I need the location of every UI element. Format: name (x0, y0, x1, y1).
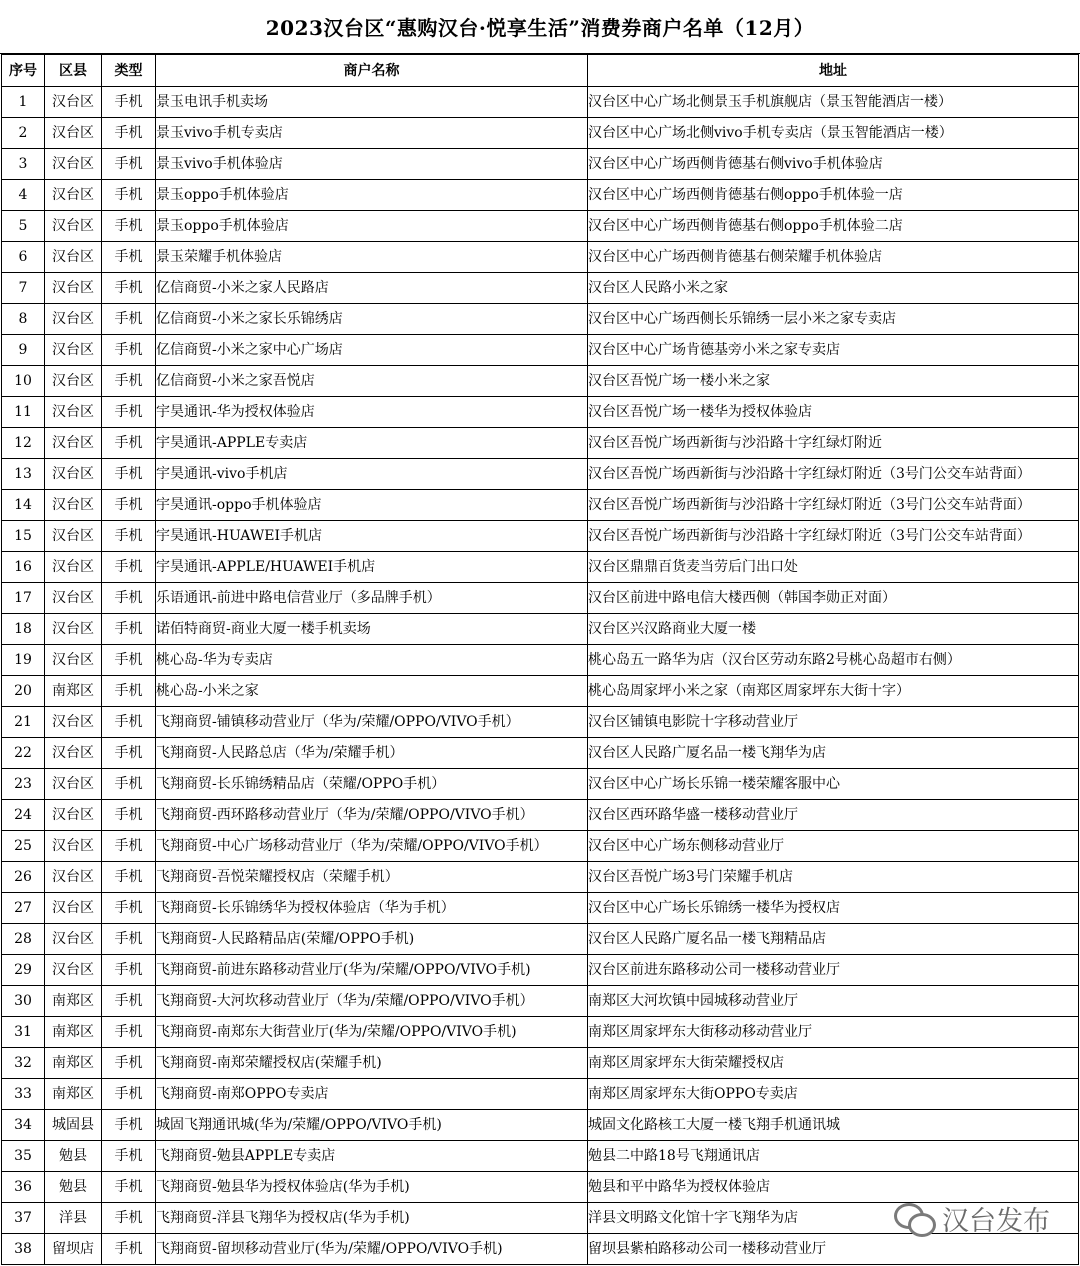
cell-merchant-name: 飞翔商贸-人民路总店（华为/荣耀手机） (156, 738, 588, 769)
cell-merchant-name: 飞翔商贸-长乐锦绣华为授权体验店（华为手机） (156, 893, 588, 924)
cell-no: 26 (2, 862, 45, 893)
table-row (2, 769, 1079, 800)
cell-district: 汉台区 (45, 521, 102, 552)
cell-no: 33 (2, 1079, 45, 1110)
cell-type: 手机 (102, 893, 156, 924)
cell-merchant-name: 飞翔商贸-留坝移动营业厅(华为/荣耀/OPPO/VIVO手机) (156, 1234, 588, 1265)
cell-address: 留坝县紫柏路移动公司一楼移动营业厅 (588, 1234, 1079, 1265)
cell-address: 汉台区前进中路电信大楼西侧（韩国李勋正对面） (588, 583, 1079, 614)
cell-merchant-name: 乐语通讯-前进中路电信营业厅（多品牌手机） (156, 583, 588, 614)
table-row (2, 180, 1079, 211)
cell-merchant-name: 景玉荣耀手机体验店 (156, 242, 588, 273)
cell-merchant-name: 宇昊通讯-HUAWEI手机店 (156, 521, 588, 552)
cell-district: 汉台区 (45, 924, 102, 955)
cell-address: 南郑区周家坪东大街荣耀授权店 (588, 1048, 1079, 1079)
cell-type: 手机 (102, 521, 156, 552)
cell-no: 24 (2, 800, 45, 831)
cell-no: 27 (2, 893, 45, 924)
cell-no: 4 (2, 180, 45, 211)
cell-type: 手机 (102, 118, 156, 149)
cell-type: 手机 (102, 738, 156, 769)
cell-address: 汉台区吾悦广场西新街与沙沿路十字红绿灯附近 (588, 428, 1079, 459)
cell-type: 手机 (102, 211, 156, 242)
table-row (2, 366, 1079, 397)
cell-merchant-name: 飞翔商贸-勉县华为授权体验店(华为手机) (156, 1172, 588, 1203)
cell-no: 17 (2, 583, 45, 614)
table-row (2, 552, 1079, 583)
cell-type: 手机 (102, 645, 156, 676)
cell-district: 南郑区 (45, 1079, 102, 1110)
cell-address: 汉台区中心广场北侧景玉手机旗舰店（景玉智能酒店一楼） (588, 87, 1079, 118)
cell-type: 手机 (102, 428, 156, 459)
cell-type: 手机 (102, 924, 156, 955)
cell-district: 汉台区 (45, 459, 102, 490)
cell-address: 南郑区周家坪东大街移动移动营业厅 (588, 1017, 1079, 1048)
cell-district: 汉台区 (45, 831, 102, 862)
cell-type: 手机 (102, 1079, 156, 1110)
cell-merchant-name: 飞翔商贸-铺镇移动营业厅（华为/荣耀/OPPO/VIVO手机） (156, 707, 588, 738)
table-header-row (2, 55, 1079, 87)
table-row (2, 955, 1079, 986)
cell-no: 32 (2, 1048, 45, 1079)
table-row (2, 924, 1079, 955)
cell-address: 汉台区前进东路移动公司一楼移动营业厅 (588, 955, 1079, 986)
cell-merchant-name: 景玉电讯手机卖场 (156, 87, 588, 118)
cell-district: 汉台区 (45, 893, 102, 924)
table-row (2, 242, 1079, 273)
cell-merchant-name: 景玉oppo手机体验店 (156, 211, 588, 242)
table-row (2, 614, 1079, 645)
cell-district: 南郑区 (45, 1048, 102, 1079)
cell-no: 11 (2, 397, 45, 428)
table-row (2, 862, 1079, 893)
cell-district: 汉台区 (45, 490, 102, 521)
cell-no: 21 (2, 707, 45, 738)
cell-district: 汉台区 (45, 242, 102, 273)
cell-address: 汉台区吾悦广场3号门荣耀手机店 (588, 862, 1079, 893)
cell-address: 汉台区鼎鼎百货麦当劳后门出口处 (588, 552, 1079, 583)
cell-merchant-name: 飞翔商贸-人民路精品店(荣耀/OPPO手机) (156, 924, 588, 955)
cell-address: 桃心岛周家坪小米之家（南郑区周家坪东大街十字） (588, 676, 1079, 707)
cell-merchant-name: 城固飞翔通讯城(华为/荣耀/OPPO/VIVO手机) (156, 1110, 588, 1141)
cell-type: 手机 (102, 490, 156, 521)
cell-type: 手机 (102, 862, 156, 893)
cell-merchant-name: 宇昊通讯-华为授权体验店 (156, 397, 588, 428)
col-header-address: 地址 (588, 55, 1079, 87)
cell-address: 洋县文明路文化馆十字飞翔华为店 (588, 1203, 1079, 1234)
cell-merchant-name: 亿信商贸-小米之家人民路店 (156, 273, 588, 304)
cell-address: 汉台区吾悦广场西新街与沙沿路十字红绿灯附近（3号门公交车站背面） (588, 459, 1079, 490)
cell-no: 2 (2, 118, 45, 149)
cell-address: 汉台区中心广场西侧肯德基右侧荣耀手机体验店 (588, 242, 1079, 273)
merchant-table (1, 54, 1079, 1265)
cell-district: 汉台区 (45, 707, 102, 738)
cell-type: 手机 (102, 366, 156, 397)
cell-type: 手机 (102, 87, 156, 118)
table-row (2, 831, 1079, 862)
table-row (2, 397, 1079, 428)
cell-no: 30 (2, 986, 45, 1017)
cell-address: 汉台区铺镇电影院十字移动营业厅 (588, 707, 1079, 738)
cell-no: 3 (2, 149, 45, 180)
cell-address: 勉县和平中路华为授权体验店 (588, 1172, 1079, 1203)
cell-merchant-name: 宇昊通讯-APPLE专卖店 (156, 428, 588, 459)
table-row (2, 87, 1079, 118)
cell-no: 34 (2, 1110, 45, 1141)
table-row (2, 335, 1079, 366)
cell-type: 手机 (102, 552, 156, 583)
cell-type: 手机 (102, 955, 156, 986)
cell-merchant-name: 亿信商贸-小米之家长乐锦绣店 (156, 304, 588, 335)
cell-no: 23 (2, 769, 45, 800)
cell-type: 手机 (102, 335, 156, 366)
cell-no: 22 (2, 738, 45, 769)
table-row (2, 490, 1079, 521)
cell-type: 手机 (102, 583, 156, 614)
cell-district: 汉台区 (45, 614, 102, 645)
table-row (2, 211, 1079, 242)
table-row (2, 459, 1079, 490)
cell-no: 18 (2, 614, 45, 645)
cell-district: 汉台区 (45, 118, 102, 149)
cell-type: 手机 (102, 1017, 156, 1048)
cell-address: 汉台区中心广场西侧肯德基右侧oppo手机体验二店 (588, 211, 1079, 242)
cell-type: 手机 (102, 180, 156, 211)
table-row (2, 1017, 1079, 1048)
cell-no: 19 (2, 645, 45, 676)
cell-type: 手机 (102, 1141, 156, 1172)
cell-type: 手机 (102, 614, 156, 645)
cell-merchant-name: 飞翔商贸-勉县APPLE专卖店 (156, 1141, 588, 1172)
cell-address: 桃心岛五一路华为店（汉台区劳动东路2号桃心岛超市右侧） (588, 645, 1079, 676)
cell-district: 勉县 (45, 1141, 102, 1172)
cell-merchant-name: 景玉oppo手机体验店 (156, 180, 588, 211)
cell-no: 16 (2, 552, 45, 583)
cell-no: 5 (2, 211, 45, 242)
cell-address: 汉台区中心广场长乐锦一楼荣耀客服中心 (588, 769, 1079, 800)
cell-merchant-name: 飞翔商贸-南郑OPPO专卖店 (156, 1079, 588, 1110)
cell-no: 14 (2, 490, 45, 521)
cell-merchant-name: 亿信商贸-小米之家中心广场店 (156, 335, 588, 366)
table-row (2, 800, 1079, 831)
col-header-no: 序号 (2, 55, 45, 87)
wechat-icon (894, 1201, 934, 1235)
cell-merchant-name: 桃心岛-小米之家 (156, 676, 588, 707)
cell-district: 城固县 (45, 1110, 102, 1141)
cell-district: 汉台区 (45, 180, 102, 211)
table-row (2, 676, 1079, 707)
table-row (2, 986, 1079, 1017)
cell-type: 手机 (102, 459, 156, 490)
cell-type: 手机 (102, 242, 156, 273)
cell-district: 汉台区 (45, 583, 102, 614)
cell-type: 手机 (102, 304, 156, 335)
cell-address: 汉台区兴汉路商业大厦一楼 (588, 614, 1079, 645)
cell-type: 手机 (102, 800, 156, 831)
cell-district: 汉台区 (45, 428, 102, 459)
cell-merchant-name: 飞翔商贸-西环路移动营业厅（华为/荣耀/OPPO/VIVO手机） (156, 800, 588, 831)
table-row (2, 1048, 1079, 1079)
cell-merchant-name: 亿信商贸-小米之家吾悦店 (156, 366, 588, 397)
cell-district: 汉台区 (45, 304, 102, 335)
cell-address: 城固文化路核工大厦一楼飞翔手机通讯城 (588, 1110, 1079, 1141)
cell-no: 25 (2, 831, 45, 862)
cell-no: 13 (2, 459, 45, 490)
cell-address: 汉台区中心广场西侧肯德基右侧oppo手机体验一店 (588, 180, 1079, 211)
cell-type: 手机 (102, 397, 156, 428)
table-row (2, 583, 1079, 614)
cell-address: 汉台区中心广场北侧vivo手机专卖店（景玉智能酒店一楼） (588, 118, 1079, 149)
cell-district: 汉台区 (45, 211, 102, 242)
col-header-merchant: 商户名称 (156, 55, 588, 87)
cell-no: 9 (2, 335, 45, 366)
cell-address: 汉台区吾悦广场西新街与沙沿路十字红绿灯附近（3号门公交车站背面） (588, 521, 1079, 552)
cell-no: 7 (2, 273, 45, 304)
cell-type: 手机 (102, 769, 156, 800)
cell-merchant-name: 飞翔商贸-南郑荣耀授权店(荣耀手机) (156, 1048, 588, 1079)
page-title: 2023汉台区“惠购汉台·悦享生活”消费券商户名单（12月） (0, 0, 1080, 54)
cell-merchant-name: 飞翔商贸-前进东路移动营业厅(华为/荣耀/OPPO/VIVO手机) (156, 955, 588, 986)
cell-no: 20 (2, 676, 45, 707)
cell-address: 汉台区中心广场东侧移动营业厅 (588, 831, 1079, 862)
cell-type: 手机 (102, 1048, 156, 1079)
cell-no: 10 (2, 366, 45, 397)
cell-address: 汉台区中心广场西侧肯德基右侧vivo手机体验店 (588, 149, 1079, 180)
cell-merchant-name: 飞翔商贸-大河坎移动营业厅（华为/荣耀/OPPO/VIVO手机） (156, 986, 588, 1017)
table-row (2, 1079, 1079, 1110)
cell-merchant-name: 景玉vivo手机体验店 (156, 149, 588, 180)
table-row (2, 1110, 1079, 1141)
col-header-district: 区县 (45, 55, 102, 87)
cell-district: 汉台区 (45, 273, 102, 304)
cell-address: 勉县二中路18号飞翔通讯店 (588, 1141, 1079, 1172)
cell-type: 手机 (102, 986, 156, 1017)
cell-no: 1 (2, 87, 45, 118)
table-row (2, 428, 1079, 459)
cell-district: 留坝店 (45, 1234, 102, 1265)
cell-district: 汉台区 (45, 769, 102, 800)
table-row (2, 893, 1079, 924)
cell-address: 南郑区大河坎镇中园城移动营业厅 (588, 986, 1079, 1017)
cell-type: 手机 (102, 1234, 156, 1265)
cell-type: 手机 (102, 707, 156, 738)
cell-merchant-name: 飞翔商贸-中心广场移动营业厅（华为/荣耀/OPPO/VIVO手机） (156, 831, 588, 862)
cell-no: 29 (2, 955, 45, 986)
watermark-text: 汉台发布 (942, 1205, 1050, 1237)
watermark (894, 1196, 1050, 1240)
cell-address: 汉台区吾悦广场一楼小米之家 (588, 366, 1079, 397)
cell-type: 手机 (102, 676, 156, 707)
cell-district: 南郑区 (45, 1017, 102, 1048)
table-row (2, 521, 1079, 552)
cell-merchant-name: 景玉vivo手机专卖店 (156, 118, 588, 149)
cell-no: 37 (2, 1203, 45, 1234)
table-row (2, 304, 1079, 335)
cell-address: 汉台区人民路广厦名品一楼飞翔华为店 (588, 738, 1079, 769)
cell-district: 汉台区 (45, 738, 102, 769)
cell-district: 汉台区 (45, 552, 102, 583)
cell-address: 汉台区人民路广厦名品一楼飞翔精品店 (588, 924, 1079, 955)
cell-district: 汉台区 (45, 800, 102, 831)
cell-district: 汉台区 (45, 335, 102, 366)
cell-no: 35 (2, 1141, 45, 1172)
cell-district: 汉台区 (45, 955, 102, 986)
table-row (2, 645, 1079, 676)
table-row (2, 707, 1079, 738)
cell-district: 汉台区 (45, 87, 102, 118)
table-row (2, 738, 1079, 769)
cell-merchant-name: 桃心岛-华为专卖店 (156, 645, 588, 676)
cell-merchant-name: 宇昊通讯-APPLE/HUAWEI手机店 (156, 552, 588, 583)
cell-type: 手机 (102, 273, 156, 304)
cell-no: 15 (2, 521, 45, 552)
cell-address: 汉台区吾悦广场西新街与沙沿路十字红绿灯附近（3号门公交车站背面） (588, 490, 1079, 521)
cell-merchant-name: 飞翔商贸-吾悦荣耀授权店（荣耀手机） (156, 862, 588, 893)
cell-merchant-name: 飞翔商贸-南郑东大街营业厅(华为/荣耀/OPPO/VIVO手机) (156, 1017, 588, 1048)
col-header-type: 类型 (102, 55, 156, 87)
cell-district: 洋县 (45, 1203, 102, 1234)
cell-district: 南郑区 (45, 676, 102, 707)
cell-no: 36 (2, 1172, 45, 1203)
cell-merchant-name: 宇昊通讯-vivo手机店 (156, 459, 588, 490)
cell-address: 汉台区中心广场长乐锦绣一楼华为授权店 (588, 893, 1079, 924)
cell-address: 汉台区吾悦广场一楼华为授权体验店 (588, 397, 1079, 428)
cell-type: 手机 (102, 149, 156, 180)
table-body (2, 87, 1079, 1265)
cell-type: 手机 (102, 1110, 156, 1141)
cell-no: 28 (2, 924, 45, 955)
cell-address: 汉台区西环路华盛一楼移动营业厅 (588, 800, 1079, 831)
cell-no: 8 (2, 304, 45, 335)
cell-district: 汉台区 (45, 862, 102, 893)
cell-merchant-name: 诺佰特商贸-商业大厦一楼手机卖场 (156, 614, 588, 645)
table-row (2, 1141, 1079, 1172)
cell-type: 手机 (102, 1203, 156, 1234)
cell-merchant-name: 飞翔商贸-洋县飞翔华为授权店(华为手机) (156, 1203, 588, 1234)
cell-no: 31 (2, 1017, 45, 1048)
cell-address: 汉台区中心广场西侧长乐锦绣一层小米之家专卖店 (588, 304, 1079, 335)
cell-district: 汉台区 (45, 149, 102, 180)
table-row (2, 149, 1079, 180)
cell-type: 手机 (102, 831, 156, 862)
cell-merchant-name: 宇昊通讯-oppo手机体验店 (156, 490, 588, 521)
cell-district: 汉台区 (45, 645, 102, 676)
cell-type: 手机 (102, 1172, 156, 1203)
cell-district: 南郑区 (45, 986, 102, 1017)
cell-district: 汉台区 (45, 397, 102, 428)
cell-district: 汉台区 (45, 366, 102, 397)
cell-address: 汉台区人民路小米之家 (588, 273, 1079, 304)
cell-district: 勉县 (45, 1172, 102, 1203)
table-row (2, 118, 1079, 149)
cell-no: 6 (2, 242, 45, 273)
cell-address: 南郑区周家坪东大街OPPO专卖店 (588, 1079, 1079, 1110)
table-row (2, 273, 1079, 304)
cell-merchant-name: 飞翔商贸-长乐锦绣精品店（荣耀/OPPO手机） (156, 769, 588, 800)
cell-address: 汉台区中心广场肯德基旁小米之家专卖店 (588, 335, 1079, 366)
cell-no: 12 (2, 428, 45, 459)
cell-no: 38 (2, 1234, 45, 1265)
